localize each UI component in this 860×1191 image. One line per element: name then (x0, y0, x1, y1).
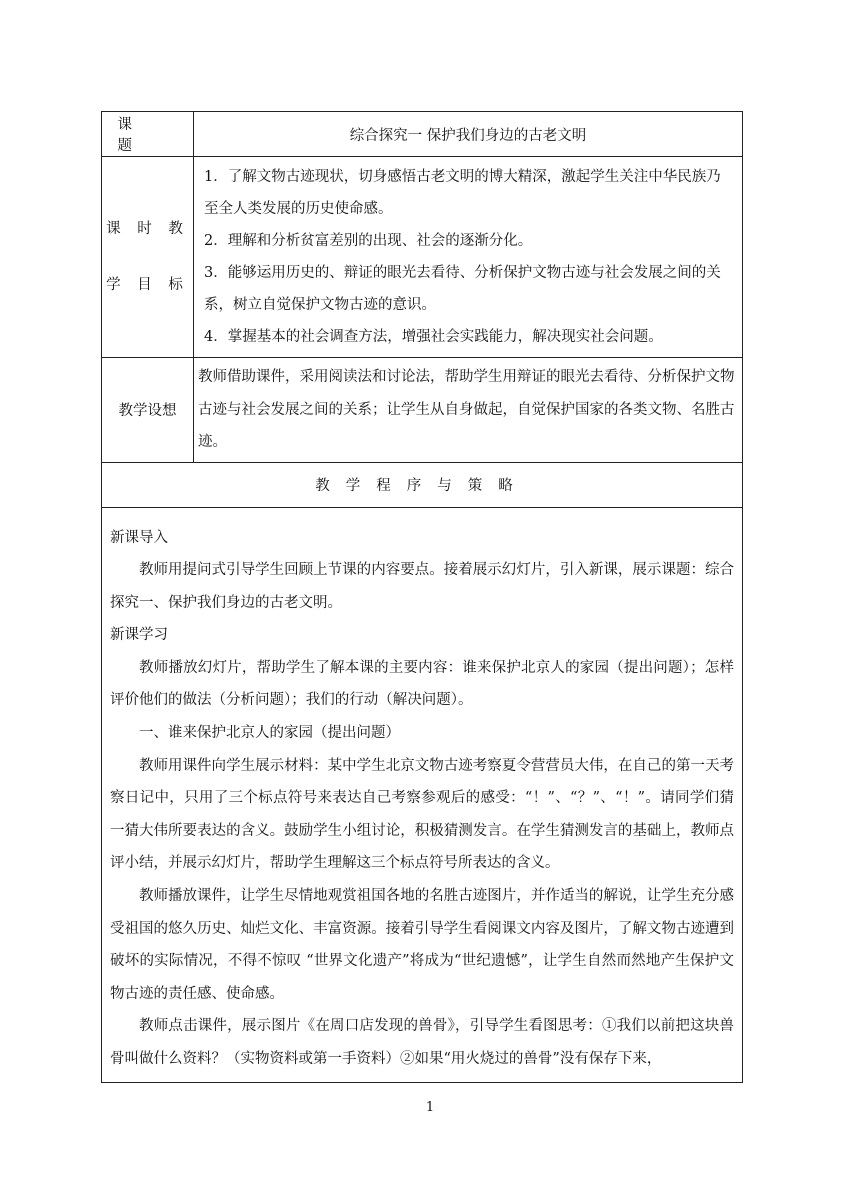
procedure-paragraph: 教师点击课件，展示图片《在周口店发现的兽骨》，引导学生看图思考：①我们以前把这块兽骨叫做什么资料？（实物资料或第一手资料）②如果“用火烧过的兽骨”没有保存下来， (110, 1018, 734, 1067)
design-text: 教师借助课件，采用阅读法和讨论法，帮助学生用辩证的眼光去看待、分析保护文物古迹与社会发展之间的关系；让学生从自身做起，自觉保护国家的各类文物、名胜古迹。 (194, 358, 743, 463)
objective-item: 2．理解和分析贫富差别的出现、社会的逐渐分化。 (204, 233, 533, 249)
procedure-paragraph: 教师用提问式引导学生回顾上节课的内容要点。接着展示幻灯片，引入新课，展示课题：综合探究一、保护我们身边的古老文明。 (110, 562, 734, 611)
page-number: 1 (425, 1100, 435, 1115)
course-title: 综合探究一 保护我们身边的古老文明 (194, 112, 743, 157)
procedure-body (102, 507, 743, 1082)
objectives-label (102, 157, 194, 358)
objective-item: 1．了解文物古迹现状，切身感悟古老文明的博大精深，激起学生关注中华民族乃至全人类发展的历史使命感。 (204, 169, 721, 217)
procedure-paragraph: 教师播放幻灯片，帮助学生了解本课的主要内容：谁来保护北京人的家园（提出问题）；怎样评价他们的做法（分析问题）；我们的行动（解决问题）。 (110, 659, 734, 709)
procedure-heading: 教学程序与策略 (102, 462, 743, 507)
lesson-plan-table (101, 111, 743, 1083)
objectives-label-line2: 学 目 标 (106, 277, 189, 293)
procedure-paragraphs (110, 522, 734, 1076)
design-row (102, 358, 743, 463)
procedure-paragraph: 教师用课件向学生展示材料：某中学生北京文物古迹考察夏令营营员大伟，在自己的第一天考察日记中，只用了三个标点符号来表达自己考察参观后的感受：“！”、“？”、“！”。请同学们猜一猜大伟所要表达的含义。鼓励学生小组讨论，积极猜测发言。在学生猜测发言的基础上，教师点评小结，并展示幻灯片，帮助学生理解这三个标点符号所表达的含义。 (110, 757, 734, 872)
objective-item: 3．能够运用历史的、辩证的眼光去看待、分析保护文物古迹与社会发展之间的关系，树立自觉保护文物古迹的意识。 (204, 265, 721, 313)
procedure-paragraph: 一、谁来保护北京人的家园（提出问题） (139, 725, 400, 742)
objectives-row (102, 157, 743, 358)
procedure-paragraph: 新课导入 (110, 529, 168, 546)
objectives-list (194, 157, 743, 358)
course-label-text: 课 题 (117, 117, 167, 154)
course-label (102, 112, 194, 157)
objective-item: 4．掌握基本的社会调查方法，增强社会实践能力，解决现实社会问题。 (204, 329, 663, 345)
procedure-paragraph: 教师播放课件，让学生尽情地观赏祖国各地的名胜古迹图片，并作适当的解说，让学生充分感受祖国的悠久历史、灿烂文化、丰富资源。接着引导学生看阅课文内容及图片，了解文物古迹遭到破坏的实际情况，不得不惊叹 “世界文化遗产”将成为“世纪遗憾”，让学生自然而然地产生保护文物古迹的责任感、使命感。 (110, 888, 734, 1002)
procedure-paragraph: 新课学习 (110, 627, 168, 644)
course-row (102, 112, 743, 157)
objectives-label-line1: 课 时 教 (106, 221, 189, 237)
procedure-body-row (102, 507, 743, 1082)
design-label: 教学设想 (102, 358, 194, 463)
procedure-heading-row (102, 462, 743, 507)
